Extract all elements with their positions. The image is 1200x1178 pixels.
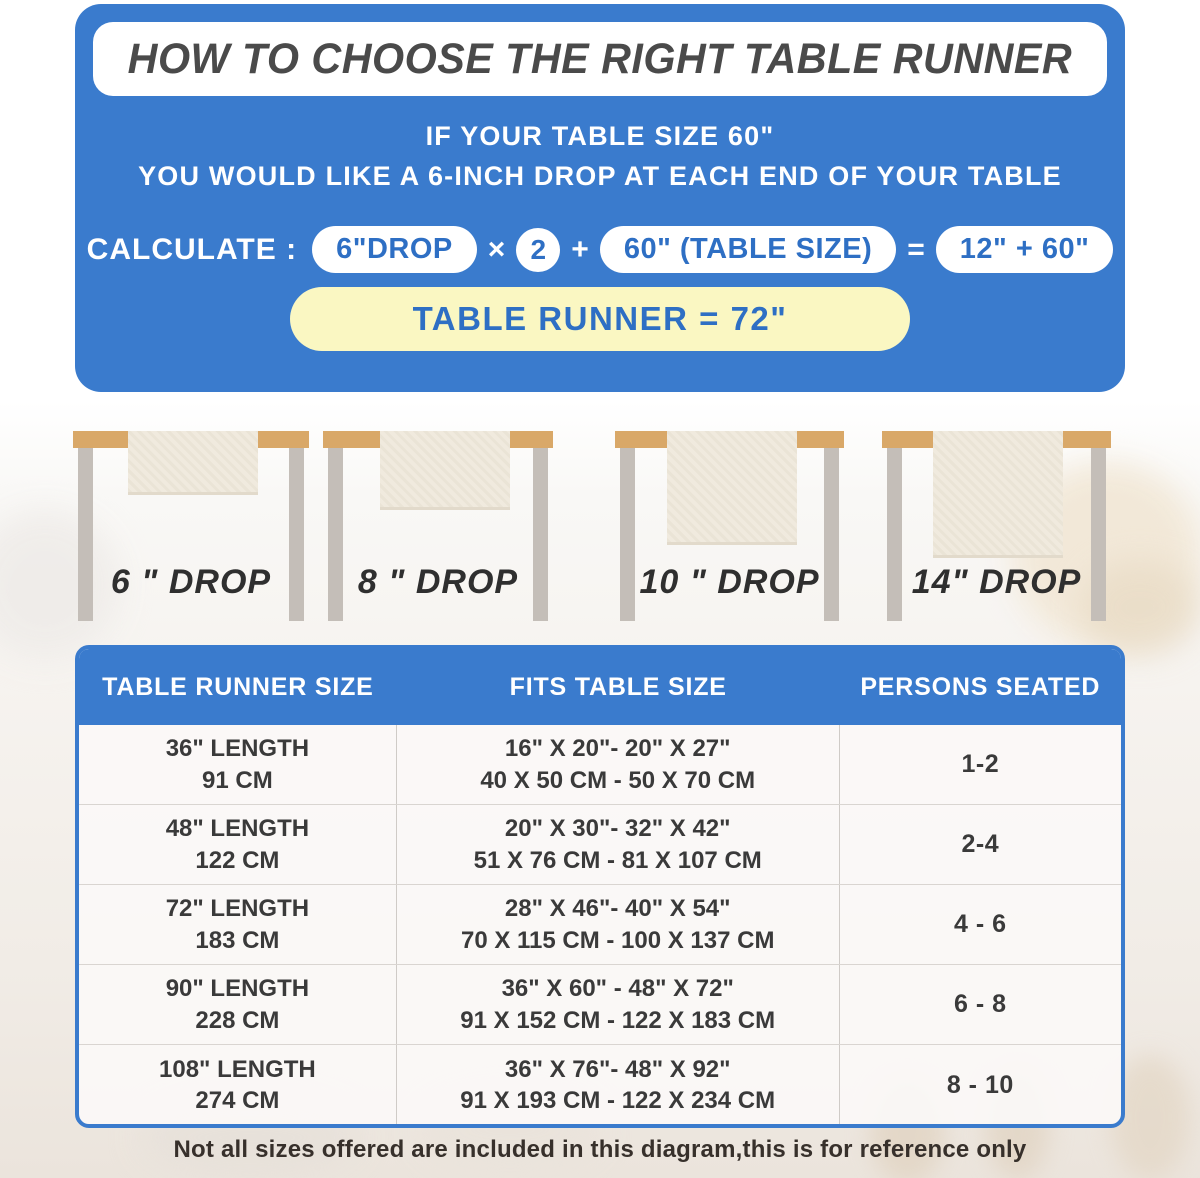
- table-figure-10-drop: [615, 431, 844, 646]
- column-header-fits-table: FITS TABLE SIZE: [509, 672, 727, 701]
- fits-size-cm: 91 X 193 CM - 122 X 234 CM: [460, 1087, 776, 1114]
- size-chart-header-row: [79, 649, 1121, 725]
- equals-operator: =: [907, 232, 925, 266]
- result-pill: TABLE RUNNER = 72": [290, 287, 910, 351]
- fits-size-cell: [397, 1045, 840, 1125]
- persons-cell: 2-4: [961, 830, 1000, 859]
- drop-label: 8 " DROP: [357, 563, 519, 601]
- header-panel: [75, 4, 1125, 392]
- calculation-formula: [87, 226, 1114, 273]
- fits-size-inches: 36" X 60" - 48" X 72": [501, 975, 734, 1003]
- runner-size-inches: 36" LENGTH: [165, 735, 310, 763]
- fits-size-cell: [397, 725, 840, 804]
- fits-size-inches: 36" X 76"- 48" X 92": [504, 1055, 731, 1083]
- drop-label: 6 " DROP: [110, 563, 272, 601]
- runner-size-cm: 91 CM: [202, 766, 273, 794]
- runner-size-cm: 228 CM: [195, 1006, 280, 1034]
- runner-size-cell: [79, 805, 397, 884]
- runner-size-inches: 90" LENGTH: [165, 975, 310, 1003]
- fits-size-cell: [397, 965, 840, 1044]
- persons-cell: 4 - 6: [954, 910, 1007, 939]
- runner-size-inches: 108" LENGTH: [159, 1055, 316, 1083]
- calculate-label: CALCULATE :: [86, 232, 298, 266]
- table-runner-swatch: [667, 431, 797, 545]
- persons-cell: 6 - 8: [954, 990, 1007, 1019]
- runner-size-cm: 122 CM: [195, 846, 280, 874]
- table-figure-6-drop: [73, 431, 309, 646]
- runner-size-cm: 274 CM: [195, 1087, 280, 1114]
- runner-size-cell: [79, 885, 397, 964]
- fits-size-cell: [397, 885, 840, 964]
- column-header-persons: PERSONS SEATED: [860, 672, 1101, 701]
- table-figure-8-drop: [323, 431, 553, 646]
- table-runner-swatch: [380, 431, 510, 510]
- sum-pill: 12" + 60": [936, 226, 1114, 273]
- multiplier-badge: 2: [516, 228, 560, 272]
- drop-value-pill: 6"DROP: [312, 226, 477, 273]
- fits-size-cm: 40 X 50 CM - 50 X 70 CM: [480, 766, 756, 794]
- table-row: [79, 1045, 1121, 1125]
- fits-size-inches: 28" X 46"- 40" X 54": [504, 895, 731, 923]
- subtitle-line-1: IF YOUR TABLE SIZE 60": [425, 121, 775, 151]
- disclaimer-note: Not all sizes offered are included in this diagram,this is for reference only: [173, 1136, 1027, 1163]
- subtitle-line-2: YOU WOULD LIKE A 6-INCH DROP AT EACH END OF YOUR TABLE: [138, 161, 1062, 191]
- runner-size-cm: 183 CM: [195, 926, 280, 954]
- persons-cell: 8 - 10: [946, 1070, 1014, 1099]
- runner-size-inches: 72" LENGTH: [165, 895, 310, 923]
- table-runner-swatch: [128, 431, 258, 495]
- runner-size-inches: 48" LENGTH: [165, 815, 310, 843]
- table-runner-swatch: [933, 431, 1063, 558]
- page-title: HOW TO CHOOSE THE RIGHT TABLE RUNNER: [127, 34, 1073, 83]
- fits-size-inches: 16" X 20"- 20" X 27": [504, 735, 731, 763]
- runner-size-cell: [79, 965, 397, 1044]
- drop-label: 10 " DROP: [639, 563, 820, 601]
- fits-size-inches: 20" X 30"- 32" X 42": [504, 815, 731, 843]
- table-size-pill: 60" (TABLE SIZE): [600, 226, 896, 273]
- table-figure-14-drop: [882, 431, 1111, 646]
- runner-size-cell: [79, 1045, 397, 1125]
- plus-operator: +: [571, 232, 589, 266]
- table-row: [79, 725, 1121, 805]
- fits-size-cm: 51 X 76 CM - 81 X 107 CM: [473, 846, 762, 874]
- title-banner: [93, 22, 1107, 96]
- drop-label: 14" DROP: [911, 563, 1082, 601]
- table-row: [79, 805, 1121, 885]
- table-row: [79, 885, 1121, 965]
- table-row: [79, 965, 1121, 1045]
- fits-size-cm: 70 X 115 CM - 100 X 137 CM: [460, 926, 775, 954]
- column-header-runner-size: TABLE RUNNER SIZE: [102, 672, 374, 701]
- fits-size-cm: 91 X 152 CM - 122 X 183 CM: [460, 1006, 776, 1034]
- multiply-operator: ×: [487, 232, 506, 266]
- size-chart-panel: [75, 645, 1125, 1128]
- persons-cell: 1-2: [961, 750, 1000, 779]
- fits-size-cell: [397, 805, 840, 884]
- runner-size-cell: [79, 725, 397, 804]
